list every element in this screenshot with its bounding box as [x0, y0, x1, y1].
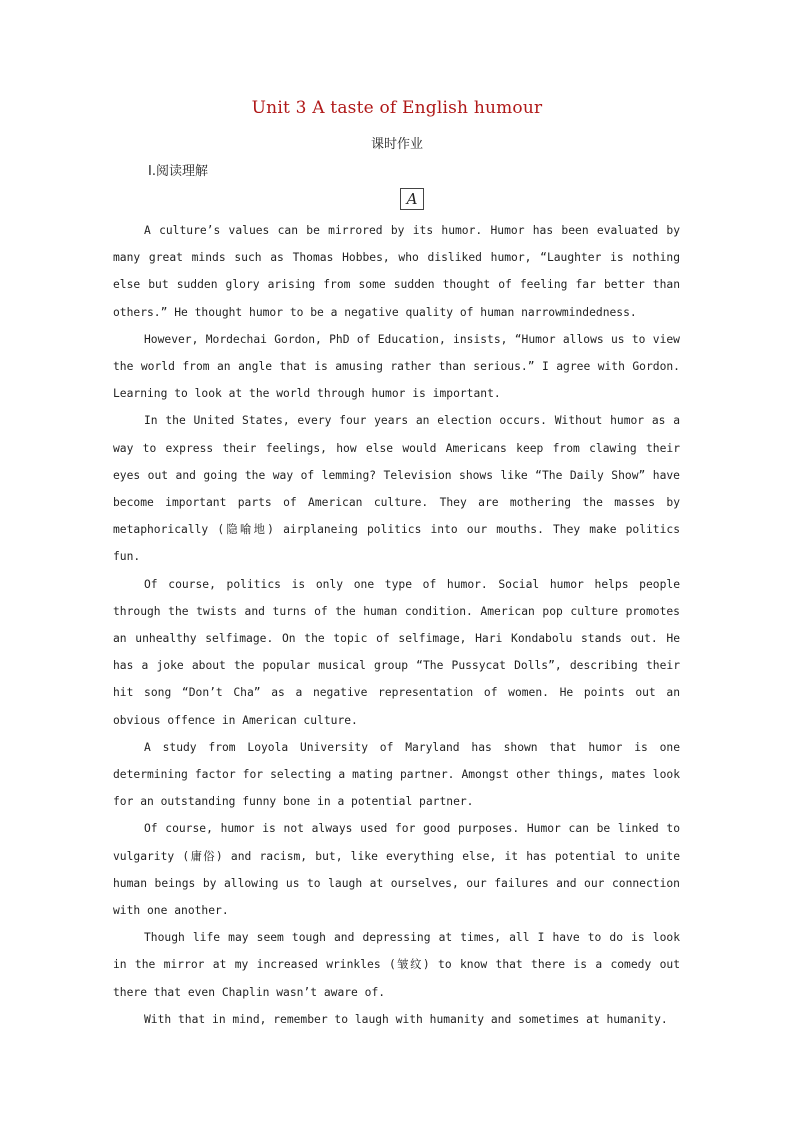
paragraph-8: With that in mind, remember to laugh with humanity and sometimes at humanity.: [144, 1012, 668, 1026]
paragraph-4: Of course, politics is only one type of humor. Social humor helps people through the twists and turns of the human condition. American pop culture promotes an unhealthy selfimage. On the topic of selfimage, Hari Kondabolu stands out. He has a joke about the popular musical group “The Pussycat Dolls”, describing their hit song “Don’t Cha” as a negative representation of women. He points out an obvious offence in American culture.: [113, 577, 680, 727]
subtitle: 课时作业: [370, 137, 423, 152]
paragraph-2: However, Mordechai Gordon, PhD of Education, insists, “Humor allows us to view the world from an angle that is amusing rather than serious.” I agree with Gordon. Learning to look at the world through humor is important.: [113, 332, 680, 401]
paragraph-7: Though life may seem tough and depressing at times, all I have to do is look in the mirror at my increased wrinkles (皱纹) to know that there is a comedy out there that even Chaplin wasn’t aware of.: [113, 931, 680, 999]
paragraph-5: A study from Loyola University of Maryland has shown that humor is one determining factor for selecting a mating partner. Amongst other things, mates look for an outstanding funny bone in a potential partner.: [113, 740, 680, 809]
paragraph-1: A culture’s values can be mirrored by its humor. Humor has been evaluated by many great minds such as Thomas Hobbes, who disliked humor, “Laughter is nothing else but sudden glory arising from some sudden thought of feeling far better than others.” He thought humor to be a negative quality of human narrowmindedness.: [113, 224, 680, 319]
passage-body: [113, 217, 680, 1033]
paragraph-3: In the United States, every four years an election occurs. Without humor as a way to express their feelings, how else would Americans keep from clawing their eyes out and going the way of lemming? Television shows like “The Daily Show” have become important parts of American culture. They are mothering the masses by metaphorically (隐喻地) airplaneing politics into our mouths. They make politics fun.: [113, 414, 680, 564]
unit-title: Unit 3 A taste of English humour: [251, 98, 543, 118]
section-heading: Ⅰ.阅读理解: [148, 164, 208, 179]
passage-label-box: A: [400, 188, 424, 210]
paragraph-6: Of course, humor is not always used for good purposes. Humor can be linked to vulgarity (庸俗) and racism, but, like everything else, it has potential to unite human beings by allowing us to laugh at ourselves, our failures and our connection with one another.: [113, 822, 680, 918]
